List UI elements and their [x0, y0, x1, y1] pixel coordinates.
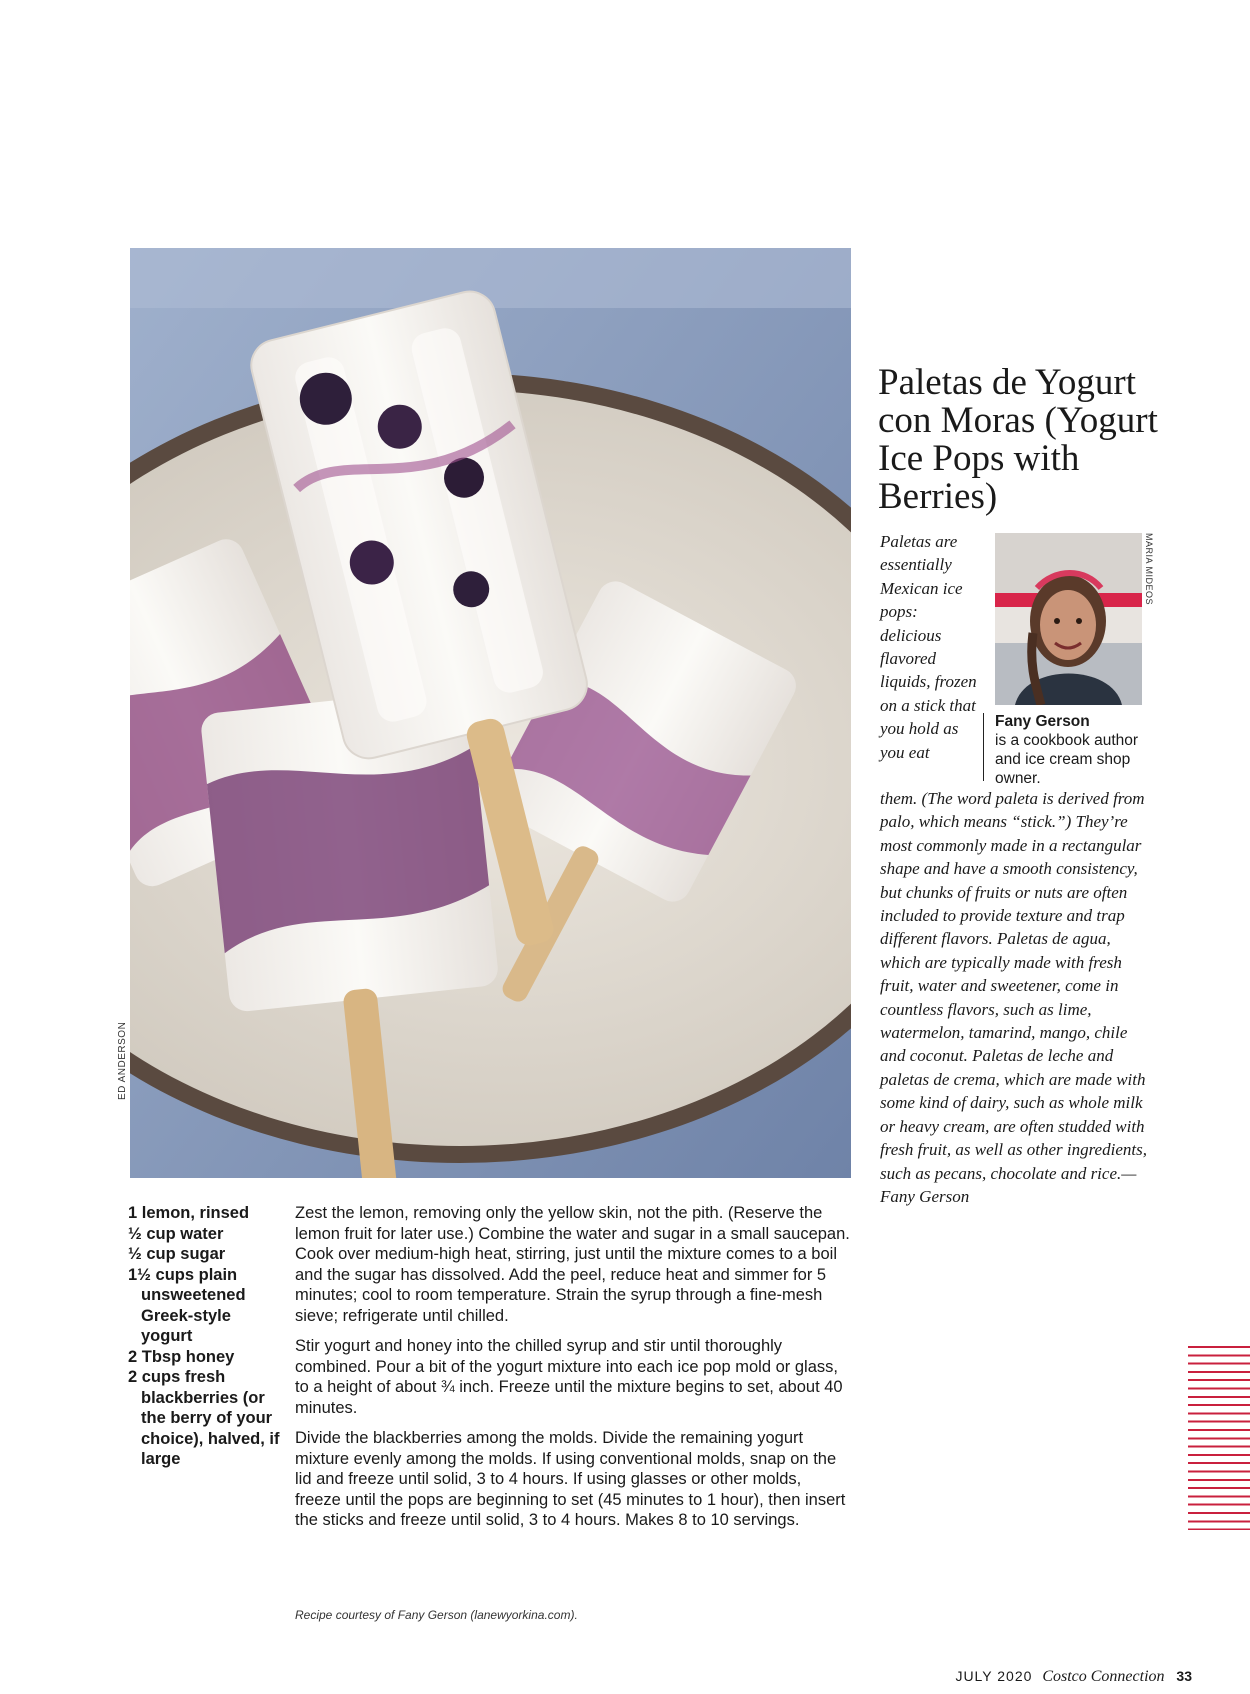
ingredient-item: 2 cups fresh blackberries (or the berry of your choice), halved, if large — [128, 1368, 280, 1468]
ice-pops-photo — [130, 248, 851, 1178]
intro-text-narrow: Paletas are essentially Mexican ice pops: delicious flavored liquids, frozen on a stick that you hold as you eat — [880, 532, 977, 762]
author-description: is a cookbook author and ice cream shop owner. — [995, 732, 1139, 787]
author-name: Fany Gerson — [995, 713, 1090, 730]
ingredient-item: ½ cup water — [128, 1224, 224, 1243]
recipe-method — [295, 1203, 850, 1541]
ingredient-item: 1 lemon, rinsed — [128, 1204, 250, 1222]
ice-pops-illustration — [130, 248, 851, 1178]
author-bio — [995, 712, 1155, 788]
ingredient-item: 2 Tbsp honey — [128, 1347, 235, 1366]
issue-date: JULY 2020 — [955, 1668, 1033, 1684]
author-portrait-box — [985, 533, 1145, 733]
intro-text-wide: them. (The word paleta is derived from palo, which means “stick.”) They’re most commonly made in a rectangular shape and have a smooth consistency, but chunks of fruits or nuts are often included to provide texture and trap different flavors. Paletas de agua, which are typically made with fresh fruit, water and sweetener, come in countless flavors, such as lime, watermelon, tamarind, mango, chile and coconut. Paletas de leche and paletas de crema, which are made with some kind of dairy, such as whole milk or heavy cream, are often studded with fresh fruit, as well as other ingredients, such as pecans, chocolate and rice.—Fany Gerson — [880, 789, 1147, 1206]
method-step: Stir yogurt and honey into the chilled syrup and stir until thoroughly combined. Pour a bit of the yogurt mixture into each ice pop mold or glass, to a height of about ¾ inch. Freeze until the mixture begins to set, about 40 minutes. — [295, 1337, 843, 1417]
method-step: Zest the lemon, removing only the yellow skin, not the pith. (Reserve the lemon fruit for later use.) Combine the water and sugar in a small saucepan. Cook over medium-high heat, stirring, just until the mixture comes to a boil and the sugar has dissolved. Add the peel, reduce heat and simmer for 5 minutes; cool to room temperature. Strain the syrup through a fine-mesh sieve; refrigerate until chilled. — [295, 1204, 850, 1325]
ingredient-item: ½ cup sugar — [128, 1245, 226, 1263]
page-number: 33 — [1176, 1668, 1192, 1684]
author-portrait-illustration — [995, 533, 1142, 705]
method-step: Divide the blackberries among the molds. Divide the remaining yogurt mixture evenly among the molds. If using conventional molds, snap on the lid and freeze until solid, 3 to 4 hours. If using glasses or other molds, freeze until the pops are beginning to set (45 minutes to 1 hour), then insert the sticks and freeze until solid, 3 to 4 hours. Makes 8 to 10 servings. — [295, 1429, 846, 1529]
photo-credit: ED ANDERSON — [117, 1021, 128, 1100]
bio-divider — [983, 713, 984, 781]
magazine-name: Costco Connection — [1042, 1668, 1165, 1685]
author-portrait — [995, 533, 1142, 705]
recipe-title: Paletas de Yogurt con Moras (Yogurt Ice Pops with Berries) — [878, 362, 1158, 517]
portrait-credit: MARIA MIDEOS — [1144, 533, 1154, 606]
ingredient-item: 1½ cups plain unsweetened Greek-style yogurt — [128, 1265, 246, 1345]
page-footer — [955, 1668, 1192, 1686]
ingredient-list — [128, 1203, 283, 1470]
recipe-credit: Recipe courtesy of Fany Gerson (lanewyorkina.com). — [295, 1608, 578, 1622]
decorative-stripes — [1188, 1346, 1250, 1530]
